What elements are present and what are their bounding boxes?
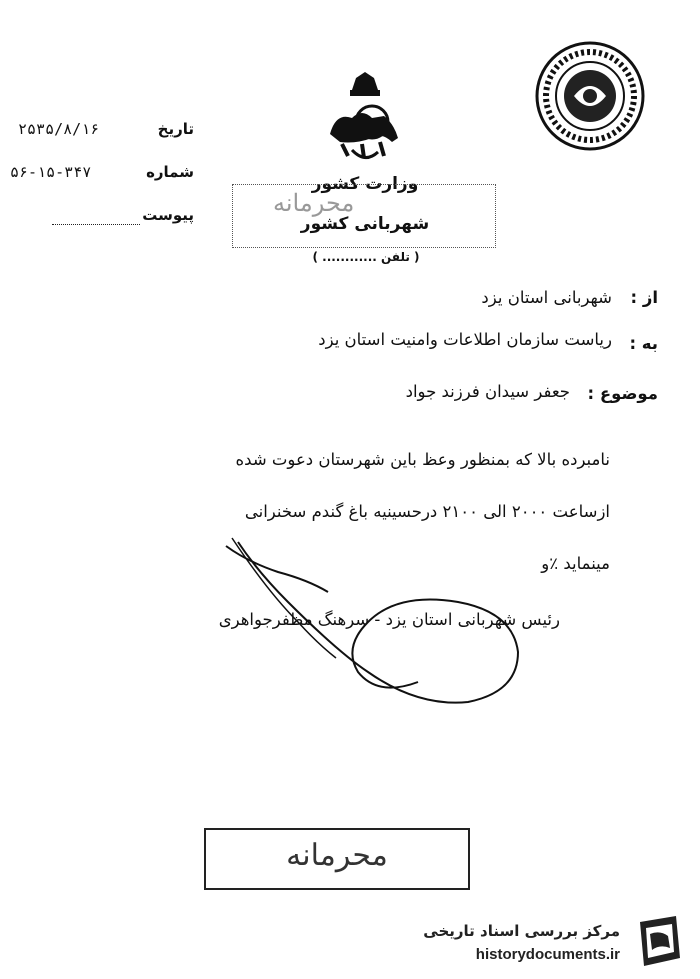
attachment-label: پیوست — [142, 206, 194, 224]
handwritten-signature — [218, 532, 548, 732]
from-value: شهربانی استان یزد — [481, 288, 612, 307]
date-label: تاریخ — [157, 120, 194, 138]
attachment-dotted-line — [52, 224, 140, 225]
classification-stamp-bottom — [204, 828, 470, 890]
ministry-title: وزارت کشور — [311, 174, 419, 194]
body-line-2: ازساعت ۲۰۰۰ الی ۲۱۰۰ درحسینیه باغ گندم سخنرانی — [244, 502, 610, 521]
lion-and-sun-emblem — [322, 72, 408, 164]
body-line-3: مینماید ٪و — [541, 554, 610, 573]
to-label: به : — [629, 334, 658, 353]
subject-value: جعفر سیدان فرزند جواد — [405, 382, 570, 401]
number-label: شماره — [146, 163, 194, 181]
number-value: ۵۶-۱۵-۳۴۷ — [10, 163, 92, 181]
phone-label: ( تلفن ............ ) — [312, 250, 420, 264]
archive-logo-icon — [630, 912, 686, 970]
from-label: از : — [630, 288, 658, 307]
classification-stamp-bottom-text: محرمانه — [286, 838, 388, 873]
classification-stamp-top-text: محرمانه — [273, 189, 355, 217]
archive-url: historydocuments.ir — [475, 946, 620, 963]
body-line-1: نامبرده بالا که بمنظور وعظ باین شهرستان دعوت شده — [235, 450, 610, 469]
department-title: شهربانی کشور — [300, 214, 430, 234]
signature-line: رئیس شهربانی استان یزد - سرهنگ مظفرجواهری — [218, 610, 560, 629]
subject-label: موضوع : — [587, 384, 658, 403]
archive-name: مرکز بررسی اسناد تاریخی — [423, 922, 620, 940]
date-value: ۲۵۳۵/۸/۱۶ — [18, 120, 100, 138]
to-value: ریاست سازمان اطلاعات وامنیت استان یزد — [318, 330, 612, 349]
round-seal — [534, 40, 646, 152]
